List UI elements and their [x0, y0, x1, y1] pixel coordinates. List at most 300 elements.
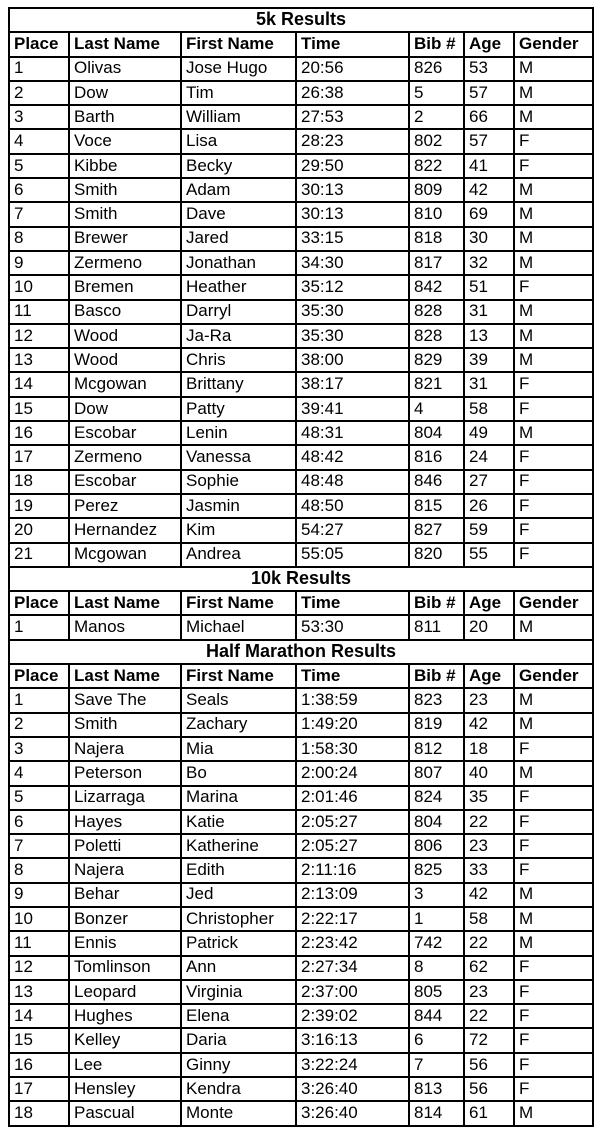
cell-gender: F [514, 372, 593, 396]
cell-time: 35:12 [296, 275, 409, 299]
table-row [9, 543, 593, 567]
cell-age: 42 [464, 883, 514, 907]
cell-first-name: Vanessa [181, 445, 296, 469]
cell-place: 3 [9, 737, 69, 761]
cell-age: 22 [464, 931, 514, 955]
cell-place: 12 [9, 324, 69, 348]
table-row [9, 251, 593, 275]
cell-gender: M [514, 251, 593, 275]
col-header-gender: Gender [514, 664, 593, 688]
cell-age: 22 [464, 810, 514, 834]
cell-gender: M [514, 57, 593, 81]
cell-age: 66 [464, 105, 514, 129]
cell-bib-number: 828 [409, 300, 464, 324]
cell-time: 1:38:59 [296, 688, 409, 712]
cell-last-name: Smith [69, 713, 181, 737]
column-header-row [9, 591, 593, 615]
cell-bib-number: 805 [409, 980, 464, 1004]
cell-bib-number: 827 [409, 518, 464, 542]
cell-age: 57 [464, 81, 514, 105]
col-header-gender: Gender [514, 32, 593, 56]
cell-bib-number: 807 [409, 761, 464, 785]
cell-age: 58 [464, 397, 514, 421]
cell-age: 23 [464, 980, 514, 1004]
cell-age: 42 [464, 713, 514, 737]
column-header-row [9, 664, 593, 688]
table-row [9, 178, 593, 202]
cell-time: 35:30 [296, 324, 409, 348]
cell-last-name: Escobar [69, 421, 181, 445]
cell-time: 3:16:13 [296, 1028, 409, 1052]
cell-place: 17 [9, 445, 69, 469]
cell-gender: F [514, 275, 593, 299]
cell-gender: F [514, 980, 593, 1004]
cell-place: 1 [9, 615, 69, 639]
cell-bib-number: 5 [409, 81, 464, 105]
table-row [9, 980, 593, 1004]
cell-place: 12 [9, 956, 69, 980]
cell-time: 2:05:27 [296, 810, 409, 834]
col-header-gender: Gender [514, 591, 593, 615]
cell-age: 62 [464, 956, 514, 980]
cell-first-name: William [181, 105, 296, 129]
cell-place: 14 [9, 372, 69, 396]
cell-place: 18 [9, 470, 69, 494]
cell-bib-number: 844 [409, 1004, 464, 1028]
cell-age: 26 [464, 494, 514, 518]
cell-place: 11 [9, 931, 69, 955]
table-row [9, 1028, 593, 1052]
col-header-last-name: Last Name [69, 32, 181, 56]
cell-place: 18 [9, 1101, 69, 1125]
cell-gender: F [514, 1077, 593, 1101]
cell-age: 23 [464, 834, 514, 858]
cell-first-name: Ann [181, 956, 296, 980]
cell-last-name: Poletti [69, 834, 181, 858]
cell-gender: M [514, 907, 593, 931]
cell-bib-number: 811 [409, 615, 464, 639]
cell-time: 28:23 [296, 129, 409, 153]
table-row [9, 737, 593, 761]
cell-place: 2 [9, 81, 69, 105]
cell-place: 11 [9, 300, 69, 324]
cell-last-name: Lee [69, 1053, 181, 1077]
cell-last-name: Olivas [69, 57, 181, 81]
cell-first-name: Katie [181, 810, 296, 834]
cell-place: 15 [9, 1028, 69, 1052]
cell-gender: F [514, 1053, 593, 1077]
cell-last-name: Peterson [69, 761, 181, 785]
cell-age: 31 [464, 372, 514, 396]
cell-first-name: Marina [181, 786, 296, 810]
table-row [9, 421, 593, 445]
cell-time: 26:38 [296, 81, 409, 105]
cell-place: 15 [9, 397, 69, 421]
cell-place: 6 [9, 178, 69, 202]
cell-time: 2:37:00 [296, 980, 409, 1004]
cell-first-name: Dave [181, 202, 296, 226]
cell-age: 56 [464, 1077, 514, 1101]
cell-bib-number: 815 [409, 494, 464, 518]
cell-bib-number: 824 [409, 786, 464, 810]
cell-bib-number: 3 [409, 883, 464, 907]
cell-time: 35:30 [296, 300, 409, 324]
col-header-first-name: First Name [181, 32, 296, 56]
table-row [9, 348, 593, 372]
cell-time: 34:30 [296, 251, 409, 275]
cell-bib-number: 821 [409, 372, 464, 396]
cell-first-name: Katherine [181, 834, 296, 858]
cell-last-name: Perez [69, 494, 181, 518]
cell-last-name: Bonzer [69, 907, 181, 931]
cell-age: 51 [464, 275, 514, 299]
cell-age: 56 [464, 1053, 514, 1077]
cell-time: 20:56 [296, 57, 409, 81]
cell-bib-number: 816 [409, 445, 464, 469]
cell-time: 1:49:20 [296, 713, 409, 737]
table-row [9, 931, 593, 955]
cell-last-name: Najera [69, 858, 181, 882]
col-header-last-name: Last Name [69, 591, 181, 615]
cell-time: 27:53 [296, 105, 409, 129]
cell-place: 9 [9, 251, 69, 275]
cell-gender: M [514, 105, 593, 129]
col-header-time: Time [296, 32, 409, 56]
cell-last-name: Manos [69, 615, 181, 639]
cell-place: 17 [9, 1077, 69, 1101]
table-row [9, 81, 593, 105]
cell-time: 2:39:02 [296, 1004, 409, 1028]
column-header-row [9, 32, 593, 56]
cell-first-name: Brittany [181, 372, 296, 396]
table-row [9, 470, 593, 494]
col-header-time: Time [296, 591, 409, 615]
cell-time: 3:26:40 [296, 1101, 409, 1125]
cell-first-name: Becky [181, 154, 296, 178]
cell-age: 57 [464, 129, 514, 153]
cell-place: 5 [9, 154, 69, 178]
section-title-row [9, 8, 593, 32]
cell-first-name: Patty [181, 397, 296, 421]
cell-time: 39:41 [296, 397, 409, 421]
cell-last-name: Leopard [69, 980, 181, 1004]
cell-first-name: Chris [181, 348, 296, 372]
cell-first-name: Mia [181, 737, 296, 761]
cell-first-name: Kendra [181, 1077, 296, 1101]
cell-place: 20 [9, 518, 69, 542]
cell-age: 20 [464, 615, 514, 639]
table-row [9, 883, 593, 907]
cell-first-name: Ginny [181, 1053, 296, 1077]
cell-time: 3:26:40 [296, 1077, 409, 1101]
table-row [9, 907, 593, 931]
table-row [9, 834, 593, 858]
cell-last-name: Dow [69, 397, 181, 421]
cell-gender: M [514, 324, 593, 348]
cell-last-name: Kibbe [69, 154, 181, 178]
cell-age: 31 [464, 300, 514, 324]
cell-age: 33 [464, 858, 514, 882]
col-header-place: Place [9, 591, 69, 615]
cell-time: 33:15 [296, 227, 409, 251]
table-row [9, 154, 593, 178]
cell-bib-number: 812 [409, 737, 464, 761]
cell-gender: F [514, 956, 593, 980]
cell-place: 7 [9, 834, 69, 858]
cell-gender: F [514, 494, 593, 518]
cell-first-name: Andrea [181, 543, 296, 567]
cell-age: 69 [464, 202, 514, 226]
cell-place: 21 [9, 543, 69, 567]
cell-bib-number: 2 [409, 105, 464, 129]
col-header-bib-number: Bib # [409, 32, 464, 56]
cell-first-name: Jed [181, 883, 296, 907]
cell-time: 38:00 [296, 348, 409, 372]
cell-first-name: Michael [181, 615, 296, 639]
cell-first-name: Zachary [181, 713, 296, 737]
cell-first-name: Patrick [181, 931, 296, 955]
cell-time: 2:22:17 [296, 907, 409, 931]
cell-place: 4 [9, 129, 69, 153]
cell-gender: M [514, 227, 593, 251]
cell-time: 1:58:30 [296, 737, 409, 761]
cell-age: 24 [464, 445, 514, 469]
cell-first-name: Darryl [181, 300, 296, 324]
cell-last-name: Hughes [69, 1004, 181, 1028]
cell-bib-number: 7 [409, 1053, 464, 1077]
col-header-first-name: First Name [181, 591, 296, 615]
cell-age: 39 [464, 348, 514, 372]
cell-first-name: Edith [181, 858, 296, 882]
table-row [9, 956, 593, 980]
cell-last-name: Kelley [69, 1028, 181, 1052]
cell-last-name: Mcgowan [69, 543, 181, 567]
cell-age: 72 [464, 1028, 514, 1052]
cell-first-name: Heather [181, 275, 296, 299]
cell-time: 2:05:27 [296, 834, 409, 858]
cell-time: 2:00:24 [296, 761, 409, 785]
cell-bib-number: 825 [409, 858, 464, 882]
cell-place: 1 [9, 57, 69, 81]
cell-first-name: Lenin [181, 421, 296, 445]
cell-gender: F [514, 834, 593, 858]
cell-first-name: Ja-Ra [181, 324, 296, 348]
cell-last-name: Save The [69, 688, 181, 712]
table-row [9, 57, 593, 81]
cell-time: 3:22:24 [296, 1053, 409, 1077]
cell-place: 1 [9, 688, 69, 712]
cell-last-name: Barth [69, 105, 181, 129]
cell-first-name: Kim [181, 518, 296, 542]
cell-gender: M [514, 713, 593, 737]
cell-place: 7 [9, 202, 69, 226]
cell-place: 14 [9, 1004, 69, 1028]
cell-gender: F [514, 786, 593, 810]
cell-bib-number: 822 [409, 154, 464, 178]
cell-first-name: Tim [181, 81, 296, 105]
cell-last-name: Wood [69, 324, 181, 348]
cell-place: 6 [9, 810, 69, 834]
cell-first-name: Christopher [181, 907, 296, 931]
cell-time: 48:48 [296, 470, 409, 494]
section-title: 10k Results [9, 567, 593, 591]
cell-place: 4 [9, 761, 69, 785]
cell-place: 2 [9, 713, 69, 737]
cell-first-name: Lisa [181, 129, 296, 153]
cell-time: 38:17 [296, 372, 409, 396]
cell-last-name: Zermeno [69, 251, 181, 275]
table-row [9, 105, 593, 129]
cell-bib-number: 817 [409, 251, 464, 275]
cell-first-name: Daria [181, 1028, 296, 1052]
cell-first-name: Jonathan [181, 251, 296, 275]
cell-bib-number: 809 [409, 178, 464, 202]
cell-time: 48:50 [296, 494, 409, 518]
cell-bib-number: 820 [409, 543, 464, 567]
table-row [9, 713, 593, 737]
cell-place: 16 [9, 421, 69, 445]
cell-first-name: Elena [181, 1004, 296, 1028]
table-row [9, 1101, 593, 1125]
table-row [9, 275, 593, 299]
cell-time: 30:13 [296, 178, 409, 202]
cell-place: 10 [9, 275, 69, 299]
results-table [8, 7, 594, 1127]
cell-place: 19 [9, 494, 69, 518]
col-header-place: Place [9, 32, 69, 56]
table-row [9, 1004, 593, 1028]
table-row [9, 1053, 593, 1077]
cell-last-name: Smith [69, 178, 181, 202]
cell-gender: F [514, 470, 593, 494]
table-row [9, 202, 593, 226]
cell-place: 5 [9, 786, 69, 810]
cell-place: 13 [9, 980, 69, 1004]
cell-bib-number: 804 [409, 810, 464, 834]
cell-place: 3 [9, 105, 69, 129]
cell-bib-number: 823 [409, 688, 464, 712]
cell-first-name: Seals [181, 688, 296, 712]
col-header-bib-number: Bib # [409, 664, 464, 688]
cell-last-name: Smith [69, 202, 181, 226]
cell-gender: F [514, 445, 593, 469]
cell-last-name: Wood [69, 348, 181, 372]
table-row [9, 324, 593, 348]
cell-age: 13 [464, 324, 514, 348]
cell-gender: F [514, 543, 593, 567]
cell-last-name: Escobar [69, 470, 181, 494]
cell-gender: M [514, 421, 593, 445]
cell-first-name: Bo [181, 761, 296, 785]
cell-age: 59 [464, 518, 514, 542]
cell-last-name: Brewer [69, 227, 181, 251]
col-header-bib-number: Bib # [409, 591, 464, 615]
cell-age: 30 [464, 227, 514, 251]
cell-gender: F [514, 518, 593, 542]
cell-gender: M [514, 761, 593, 785]
cell-first-name: Virginia [181, 980, 296, 1004]
cell-age: 58 [464, 907, 514, 931]
cell-age: 32 [464, 251, 514, 275]
cell-first-name: Jose Hugo [181, 57, 296, 81]
table-row [9, 786, 593, 810]
col-header-time: Time [296, 664, 409, 688]
cell-last-name: Mcgowan [69, 372, 181, 396]
cell-last-name: Hernandez [69, 518, 181, 542]
table-row [9, 518, 593, 542]
cell-bib-number: 806 [409, 834, 464, 858]
cell-bib-number: 813 [409, 1077, 464, 1101]
cell-place: 10 [9, 907, 69, 931]
table-row [9, 129, 593, 153]
cell-first-name: Adam [181, 178, 296, 202]
col-header-first-name: First Name [181, 664, 296, 688]
cell-gender: F [514, 129, 593, 153]
cell-gender: M [514, 615, 593, 639]
cell-gender: F [514, 154, 593, 178]
cell-time: 2:11:16 [296, 858, 409, 882]
table-row [9, 810, 593, 834]
cell-time: 2:01:46 [296, 786, 409, 810]
cell-last-name: Hayes [69, 810, 181, 834]
cell-last-name: Bremen [69, 275, 181, 299]
cell-gender: M [514, 688, 593, 712]
cell-bib-number: 804 [409, 421, 464, 445]
cell-first-name: Jasmin [181, 494, 296, 518]
col-header-place: Place [9, 664, 69, 688]
col-header-last-name: Last Name [69, 664, 181, 688]
cell-time: 30:13 [296, 202, 409, 226]
col-header-age: Age [464, 591, 514, 615]
cell-gender: M [514, 178, 593, 202]
table-row [9, 761, 593, 785]
cell-gender: M [514, 931, 593, 955]
cell-last-name: Hensley [69, 1077, 181, 1101]
cell-gender: F [514, 858, 593, 882]
cell-time: 2:23:42 [296, 931, 409, 955]
section-title: 5k Results [9, 8, 593, 32]
section-title-row [9, 567, 593, 591]
cell-bib-number: 1 [409, 907, 464, 931]
table-row [9, 397, 593, 421]
cell-gender: F [514, 810, 593, 834]
cell-age: 55 [464, 543, 514, 567]
cell-time: 54:27 [296, 518, 409, 542]
cell-time: 2:13:09 [296, 883, 409, 907]
cell-bib-number: 802 [409, 129, 464, 153]
cell-bib-number: 814 [409, 1101, 464, 1125]
cell-bib-number: 742 [409, 931, 464, 955]
cell-bib-number: 828 [409, 324, 464, 348]
cell-bib-number: 829 [409, 348, 464, 372]
cell-last-name: Tomlinson [69, 956, 181, 980]
cell-age: 23 [464, 688, 514, 712]
cell-last-name: Ennis [69, 931, 181, 955]
col-header-age: Age [464, 664, 514, 688]
table-row [9, 858, 593, 882]
cell-age: 40 [464, 761, 514, 785]
cell-age: 41 [464, 154, 514, 178]
cell-bib-number: 4 [409, 397, 464, 421]
col-header-age: Age [464, 32, 514, 56]
cell-first-name: Monte [181, 1101, 296, 1125]
cell-age: 22 [464, 1004, 514, 1028]
table-row [9, 445, 593, 469]
cell-age: 35 [464, 786, 514, 810]
cell-age: 42 [464, 178, 514, 202]
cell-age: 61 [464, 1101, 514, 1125]
cell-bib-number: 819 [409, 713, 464, 737]
